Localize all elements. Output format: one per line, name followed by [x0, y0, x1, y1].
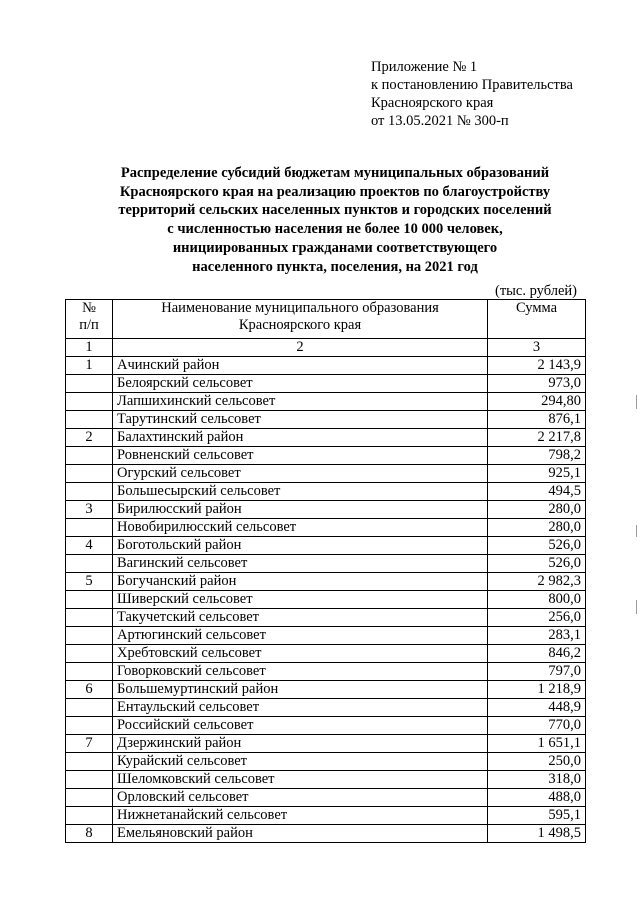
row-number — [66, 771, 113, 789]
table-row — [66, 789, 586, 807]
table-row — [66, 681, 586, 699]
row-number: 6 — [66, 681, 113, 699]
table-row — [66, 411, 586, 429]
municipality-name: Российский сельсовет — [113, 717, 488, 735]
row-number — [66, 699, 113, 717]
municipality-name: Нижнетанайский сельсовет — [113, 807, 488, 825]
title-line: территорий сельских населенных пунктов и городских поселений — [118, 202, 552, 219]
subsidy-amount: 2 143,9 — [488, 357, 586, 375]
column-number-row — [66, 339, 586, 357]
municipality-name: Артюгинский сельсовет — [113, 627, 488, 645]
municipality-name: Курайский сельсовет — [113, 753, 488, 771]
subsidy-amount: 798,2 — [488, 447, 586, 465]
table-row — [66, 609, 586, 627]
row-number — [66, 447, 113, 465]
row-number — [66, 753, 113, 771]
subsidy-amount: 526,0 — [488, 555, 586, 573]
row-number — [66, 411, 113, 429]
municipality-name: Большесырский сельсовет — [113, 483, 488, 501]
row-number: 3 — [66, 501, 113, 519]
table-row — [66, 771, 586, 789]
appendix-line: Красноярского края — [371, 95, 494, 111]
row-number — [66, 465, 113, 483]
column-number: 2 — [113, 339, 488, 357]
row-number: 2 — [66, 429, 113, 447]
subsidy-amount: 1 651,1 — [488, 735, 586, 753]
subsidy-amount: 973,0 — [488, 375, 586, 393]
municipality-name: Новобирилюсский сельсовет — [113, 519, 488, 537]
header-name — [113, 300, 488, 339]
title-line: с численностью населения не более 10 000 человек, — [167, 221, 503, 238]
municipality-name: Белоярский сельсовет — [113, 375, 488, 393]
subsidy-amount: 1 218,9 — [488, 681, 586, 699]
header-name-line2: Красноярского края — [238, 317, 362, 333]
row-number: 8 — [66, 825, 113, 843]
municipality-name: Богучанский район — [113, 573, 488, 591]
row-number: 4 — [66, 537, 113, 555]
municipality-name: Такучетский сельсовет — [113, 609, 488, 627]
appendix-line: от 13.05.2021 № 300-п — [371, 113, 509, 129]
table-row — [66, 447, 586, 465]
subsidy-amount: 2 217,8 — [488, 429, 586, 447]
table-row — [66, 483, 586, 501]
table-row — [66, 699, 586, 717]
subsidy-amount: 488,0 — [488, 789, 586, 807]
row-number: 5 — [66, 573, 113, 591]
row-number — [66, 789, 113, 807]
table-row — [66, 735, 586, 753]
row-number — [66, 645, 113, 663]
title-line: инициированных гражданами соответствующего — [172, 239, 498, 256]
scan-mark — [636, 395, 637, 409]
title-line: Распределение субсидий бюджетам муниципальных образований — [120, 165, 550, 181]
table-row — [66, 537, 586, 555]
municipality-name: Огурский сельсовет — [113, 465, 488, 483]
title-line: населенного пункта, поселения, на 2021 год — [192, 258, 478, 275]
row-number — [66, 663, 113, 681]
subsidy-amount: 294,80 — [488, 393, 586, 411]
table-row — [66, 717, 586, 735]
table-row — [66, 825, 586, 843]
header-num-line1: № — [82, 300, 96, 316]
municipality-name: Ачинский район — [113, 357, 488, 375]
municipality-name: Боготольский район — [113, 537, 488, 555]
header-num — [66, 300, 113, 339]
table-row — [66, 393, 586, 411]
subsidy-amount: 318,0 — [488, 771, 586, 789]
table-header-row — [66, 300, 586, 339]
appendix-block — [371, 58, 573, 130]
appendix-line: Приложение № 1 — [371, 59, 478, 75]
row-number: 7 — [66, 735, 113, 753]
subsidy-amount: 2 982,3 — [488, 573, 586, 591]
table-row — [66, 627, 586, 645]
subsidy-amount: 283,1 — [488, 627, 586, 645]
units-label: (тыс. рублей) — [495, 283, 577, 299]
subsidy-amount: 876,1 — [488, 411, 586, 429]
municipality-name: Шеломковский сельсовет — [113, 771, 488, 789]
subsidy-amount: 280,0 — [488, 519, 586, 537]
table-row — [66, 501, 586, 519]
row-number — [66, 519, 113, 537]
table-row — [66, 429, 586, 447]
municipality-name: Балахтинский район — [113, 429, 488, 447]
row-number — [66, 393, 113, 411]
column-number: 1 — [66, 339, 113, 357]
municipality-name: Вагинский сельсовет — [113, 555, 488, 573]
document-title — [60, 164, 610, 276]
subsidy-table — [65, 299, 586, 843]
header-sum: Сумма — [488, 300, 586, 339]
municipality-name: Шиверский сельсовет — [113, 591, 488, 609]
municipality-name: Бирилюсский район — [113, 501, 488, 519]
subsidy-amount: 448,9 — [488, 699, 586, 717]
scan-mark — [636, 600, 637, 614]
subsidy-amount: 800,0 — [488, 591, 586, 609]
table-row — [66, 519, 586, 537]
scan-mark — [636, 525, 637, 537]
municipality-name: Тарутинский сельсовет — [113, 411, 488, 429]
municipality-name: Ровненский сельсовет — [113, 447, 488, 465]
row-number — [66, 717, 113, 735]
subsidy-amount: 595,1 — [488, 807, 586, 825]
row-number — [66, 555, 113, 573]
row-number — [66, 483, 113, 501]
subsidy-amount: 256,0 — [488, 609, 586, 627]
subsidy-amount: 280,0 — [488, 501, 586, 519]
table-row — [66, 645, 586, 663]
municipality-name: Дзержинский район — [113, 735, 488, 753]
table-row — [66, 753, 586, 771]
subsidy-amount: 494,5 — [488, 483, 586, 501]
municipality-name: Лапшихинский сельсовет — [113, 393, 488, 411]
table-row — [66, 807, 586, 825]
appendix-line: к постановлению Правительства — [371, 77, 573, 93]
subsidy-amount: 526,0 — [488, 537, 586, 555]
municipality-name: Большемуртинский район — [113, 681, 488, 699]
table-row — [66, 375, 586, 393]
municipality-name: Орловский сельсовет — [113, 789, 488, 807]
municipality-name: Емельяновский район — [113, 825, 488, 843]
subsidy-amount: 770,0 — [488, 717, 586, 735]
title-line: Красноярского края на реализацию проектов по благоустройству — [119, 183, 551, 200]
subsidy-amount: 797,0 — [488, 663, 586, 681]
row-number: 1 — [66, 357, 113, 375]
table-row — [66, 465, 586, 483]
municipality-name: Ентаульский сельсовет — [113, 699, 488, 717]
subsidy-amount: 1 498,5 — [488, 825, 586, 843]
column-number: 3 — [488, 339, 586, 357]
table-row — [66, 663, 586, 681]
header-name-line1: Наименование муниципального образования — [161, 300, 439, 316]
table-row — [66, 573, 586, 591]
row-number — [66, 807, 113, 825]
header-num-line2: п/п — [79, 317, 99, 333]
table-row — [66, 555, 586, 573]
row-number — [66, 375, 113, 393]
row-number — [66, 627, 113, 645]
subsidy-amount: 846,2 — [488, 645, 586, 663]
row-number — [66, 591, 113, 609]
subsidy-amount: 925,1 — [488, 465, 586, 483]
subsidy-amount: 250,0 — [488, 753, 586, 771]
municipality-name: Говорковский сельсовет — [113, 663, 488, 681]
municipality-name: Хребтовский сельсовет — [113, 645, 488, 663]
table-row — [66, 357, 586, 375]
row-number — [66, 609, 113, 627]
table-row — [66, 591, 586, 609]
